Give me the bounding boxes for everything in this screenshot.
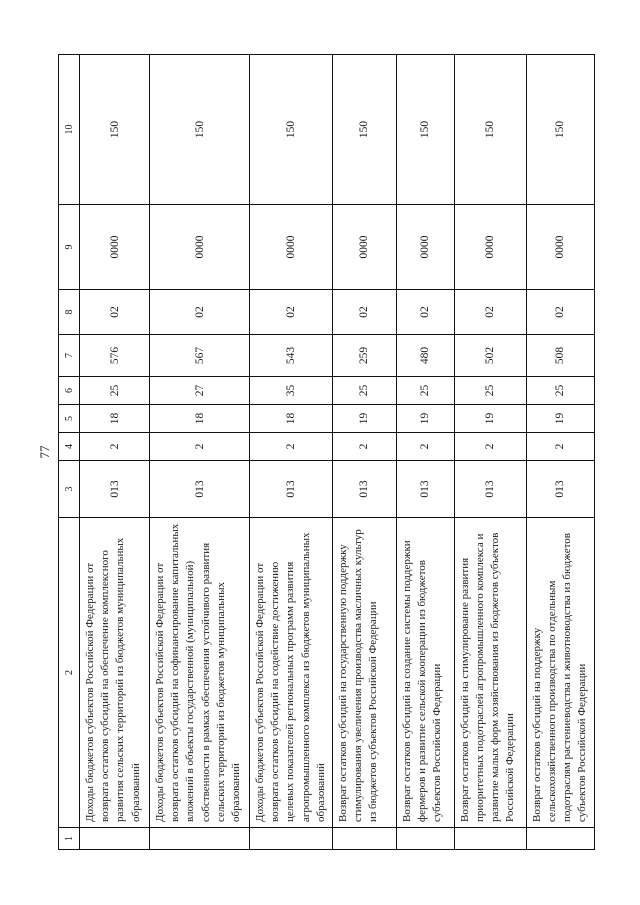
row-number-cell [150, 828, 250, 850]
header-cell: 8 [59, 290, 80, 335]
code-cell: 19 [526, 405, 594, 433]
row-number-cell [250, 828, 333, 850]
code-cell: 2 [250, 433, 333, 461]
table-row [250, 55, 333, 850]
code-cell: 150 [150, 55, 250, 205]
table-row [80, 55, 150, 850]
header-row [59, 55, 80, 850]
code-cell: 543 [250, 335, 333, 377]
code-cell: 2 [526, 433, 594, 461]
code-cell: 013 [454, 461, 526, 518]
code-cell: 02 [526, 290, 594, 335]
code-cell: 02 [150, 290, 250, 335]
code-cell: 25 [526, 377, 594, 405]
code-cell: 0000 [150, 205, 250, 290]
code-cell: 576 [80, 335, 150, 377]
table-row [332, 55, 396, 850]
code-cell: 0000 [332, 205, 396, 290]
code-cell: 19 [332, 405, 396, 433]
code-cell: 150 [332, 55, 396, 205]
code-cell: 013 [80, 461, 150, 518]
table-row [454, 55, 526, 850]
code-cell: 2 [396, 433, 454, 461]
row-number-cell [396, 828, 454, 850]
code-cell: 508 [526, 335, 594, 377]
row-number-cell [332, 828, 396, 850]
header-cell: 4 [59, 433, 80, 461]
code-cell: 18 [150, 405, 250, 433]
code-cell: 02 [332, 290, 396, 335]
code-cell: 25 [396, 377, 454, 405]
header-cell: 1 [59, 828, 80, 850]
code-cell: 013 [150, 461, 250, 518]
description-cell: Доходы бюджетов субъектов Российской Федерации от возврата остатков субсидий на софинансирование капитальных вложений в объекты государственной (муниципальной) собственности в рамках обеспечения устойчивого развития сельских территорий из бюджетов муниципальных образований [150, 518, 250, 828]
code-cell: 259 [332, 335, 396, 377]
code-cell: 0000 [250, 205, 333, 290]
code-cell: 18 [250, 405, 333, 433]
description-cell: Доходы бюджетов субъектов Российской Федерации от возврата остатков субсидий на содействие достижению целевых показателей региональных программ развития агропромышленного комплекса из бюджетов муниципальных образований [250, 518, 333, 828]
code-cell: 02 [80, 290, 150, 335]
rotated-table-wrapper [58, 55, 589, 850]
code-cell: 480 [396, 335, 454, 377]
code-cell: 150 [526, 55, 594, 205]
code-cell: 19 [454, 405, 526, 433]
code-cell: 013 [332, 461, 396, 518]
header-cell: 5 [59, 405, 80, 433]
description-cell: Возврат остатков субсидий на поддержку сельскохозяйственного производства по отдельным подотраслям растениеводства и животноводства из бюджетов субъектов Российской Федерации [526, 518, 594, 828]
code-cell: 02 [454, 290, 526, 335]
description-cell: Возврат остатков субсидий на государственную поддержку стимулирования увеличения производства масличных культур из бюджетов субъектов Российской Федерации [332, 518, 396, 828]
code-cell: 2 [332, 433, 396, 461]
row-number-cell [526, 828, 594, 850]
code-cell: 2 [454, 433, 526, 461]
code-cell: 19 [396, 405, 454, 433]
code-cell: 0000 [454, 205, 526, 290]
code-cell: 25 [332, 377, 396, 405]
code-cell: 0000 [80, 205, 150, 290]
description-cell: Возврат остатков субсидий на стимулирование развития приоритетных подотраслей агропромышленного комплекса и развитие малых форм хозяйствования из бюджетов субъектов Российской Федерации [454, 518, 526, 828]
code-cell: 35 [250, 377, 333, 405]
code-cell: 2 [80, 433, 150, 461]
code-cell: 013 [250, 461, 333, 518]
code-cell: 0000 [526, 205, 594, 290]
description-cell: Возврат остатков субсидий на создание системы поддержки фермеров и развитие сельской кооперации из бюджетов субъектов Российской Федерации [396, 518, 454, 828]
code-cell: 02 [396, 290, 454, 335]
code-cell: 25 [454, 377, 526, 405]
page-number: 77 [37, 445, 52, 459]
code-cell: 502 [454, 335, 526, 377]
table-row [150, 55, 250, 850]
code-cell: 013 [526, 461, 594, 518]
header-cell: 2 [59, 518, 80, 828]
table-row [526, 55, 594, 850]
table-row [396, 55, 454, 850]
description-cell: Доходы бюджетов субъектов Российской Федерации от возврата остатков субсидий на обеспечение комплексного развития сельских территорий из бюджетов муниципальных образований [80, 518, 150, 828]
header-cell: 3 [59, 461, 80, 518]
code-cell: 150 [250, 55, 333, 205]
code-cell: 150 [80, 55, 150, 205]
row-number-cell [454, 828, 526, 850]
code-cell: 0000 [396, 205, 454, 290]
code-cell: 2 [150, 433, 250, 461]
header-cell: 7 [59, 335, 80, 377]
code-cell: 25 [80, 377, 150, 405]
budget-classification-table [58, 54, 595, 850]
header-cell: 6 [59, 377, 80, 405]
code-cell: 567 [150, 335, 250, 377]
code-cell: 27 [150, 377, 250, 405]
header-cell: 10 [59, 55, 80, 205]
code-cell: 150 [396, 55, 454, 205]
header-cell: 9 [59, 205, 80, 290]
code-cell: 150 [454, 55, 526, 205]
code-cell: 02 [250, 290, 333, 335]
row-number-cell [80, 828, 150, 850]
code-cell: 013 [396, 461, 454, 518]
code-cell: 18 [80, 405, 150, 433]
